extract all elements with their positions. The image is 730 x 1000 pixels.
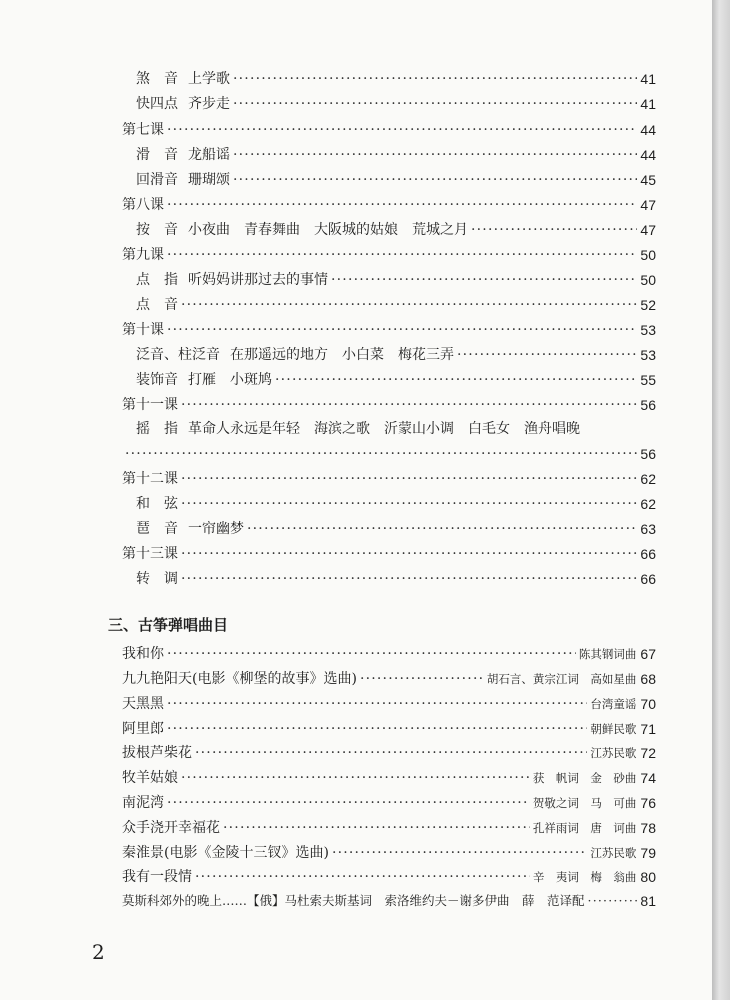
song-credit: 胡石言、黄宗江词 高如星曲 [486,672,637,686]
page-ref: 76 [640,795,656,811]
entry-songs: 在那遥远的地方 小白菜 梅花三弄 [230,347,454,363]
leader-dots [181,470,637,488]
entry-songs: 一帘幽梦 [188,521,244,537]
page-ref: 44 [640,122,656,138]
entry-songs: 革命人永远是年轻 海滨之歌 沂蒙山小调 白毛女 渔舟唱晚 [188,421,580,437]
page-ref: 66 [640,546,656,562]
leader-dots [181,396,637,414]
page-ref: 70 [640,696,656,712]
toc-entry [122,117,656,139]
song-title: 众手浇开幸福花 [122,820,220,836]
song-entry [122,740,656,762]
leader-dots [360,670,484,688]
section-title: 三、古筝弹唱曲目 [108,617,229,634]
page-ref: 62 [640,496,656,512]
song-credit: 陈其钢词曲 [578,647,637,661]
entry-label: 摇 指 [136,421,178,437]
song-entry [122,641,656,663]
lesson-heading: 第十三课 [122,546,178,562]
toc-entry [136,566,656,588]
leader-dots [181,296,637,314]
page-ref: 56 [640,446,656,462]
song-entry [122,888,656,910]
entry-label: 回滑音 [136,172,178,188]
song-entry [122,790,656,812]
leader-dots [588,892,638,910]
entry-label: 琶 音 [136,521,178,537]
leader-dots [195,868,530,886]
toc-entry [122,242,656,264]
song-title: 九九艳阳天(电影《柳堡的故事》选曲) [122,671,357,687]
toc-entry [122,466,656,488]
page-edge-shadow [712,0,730,1000]
toc-entry [136,367,656,389]
entry-songs: 打雁 小斑鸠 [188,372,272,388]
page-ref: 47 [640,197,656,213]
page-ref: 66 [640,571,656,587]
page-ref: 41 [640,71,656,87]
toc-entry [136,167,656,189]
song-title: 阿里郎 [122,721,164,737]
toc-entry [136,91,656,113]
song-credit: 江苏民歌 [590,846,637,860]
entry-songs: 龙船谣 [188,147,230,163]
song-title: 我和你 [122,646,164,662]
leader-dots [167,121,637,139]
entry-label: 点 音 [136,297,178,313]
lesson-heading: 第九课 [122,247,164,263]
leader-dots [457,346,637,364]
lesson-heading: 第十课 [122,322,164,338]
leader-dots [181,495,637,513]
leader-dots [167,720,587,738]
toc-entry [136,66,656,88]
entry-label: 快四点 [136,96,178,112]
leader-dots [167,196,637,214]
song-credit: 台湾童谣 [590,697,637,711]
toc-entry [136,267,656,289]
toc-entry [122,317,656,339]
song-title: 南泥湾 [122,795,164,811]
leader-dots [233,171,637,189]
leader-dots [247,520,637,538]
song-credit: 江苏民歌 [590,746,637,760]
leader-dots [181,545,637,563]
entry-label: 泛音、柱泛音 [136,347,220,363]
leader-dots [167,321,637,339]
toc-entry-continued [122,441,656,463]
entry-songs: 珊瑚颂 [188,172,230,188]
song-title: 秦淮景(电影《金陵十三钗》选曲) [122,845,329,861]
song-title: 拔根芦柴花 [122,745,192,761]
page-ref: 71 [640,721,656,737]
page-ref: 45 [640,172,656,188]
leader-dots [233,146,637,164]
song-credit: 孔祥雨词 唐 诃曲 [532,821,637,835]
entry-label: 装饰音 [136,372,178,388]
page-ref: 62 [640,471,656,487]
page-ref: 56 [640,397,656,413]
page-ref: 78 [640,820,656,836]
song-title: 莫斯科郊外的晚上……【俄】马杜索夫斯基词 索洛维约夫－谢多伊曲 薛 范译配 [122,893,585,908]
song-entry [122,716,656,738]
toc-entry [136,342,656,364]
toc-entry [136,516,656,538]
song-entry [122,864,656,886]
entry-label: 点 指 [136,272,178,288]
toc-entry [136,491,656,513]
page-ref: 81 [640,893,656,909]
song-entry [122,666,656,688]
entry-label: 按 音 [136,222,178,238]
song-entry [122,691,656,713]
page-ref: 68 [640,671,656,687]
song-credit: 辛 夷词 梅 翁曲 [532,870,637,884]
page-ref: 53 [640,347,656,363]
song-credit: 朝鲜民歌 [590,722,637,736]
toc-entry [136,416,656,438]
leader-dots [331,271,637,289]
leader-dots [181,769,530,787]
song-entry [122,840,656,862]
page-ref: 74 [640,770,656,786]
entry-songs: 上学歌 [188,71,230,87]
entry-songs: 听妈妈讲那过去的事情 [188,272,328,288]
page-ref: 52 [640,297,656,313]
page-ref: 63 [640,521,656,537]
entry-songs: 小夜曲 青春舞曲 大阪城的姑娘 荒城之月 [188,222,468,238]
entry-songs: 齐步走 [188,96,230,112]
leader-dots [332,844,587,862]
lesson-heading: 第十二课 [122,471,178,487]
song-credit: 贺敬之词 马 可曲 [532,796,637,810]
song-entry [122,815,656,837]
entry-label: 滑 音 [136,147,178,163]
toc-entry [136,217,656,239]
page-ref: 53 [640,322,656,338]
leader-dots [167,794,530,812]
song-title: 我有一段情 [122,869,192,885]
leader-dots [233,70,637,88]
leader-dots [223,819,530,837]
leader-dots [167,695,587,713]
leader-dots [233,95,637,113]
lesson-heading: 第十一课 [122,397,178,413]
page-ref: 80 [640,869,656,885]
leader-dots [167,645,576,663]
page-ref: 67 [640,646,656,662]
entry-label: 转 调 [136,571,178,587]
leader-dots [181,570,637,588]
entry-label: 和 弦 [136,496,178,512]
page-ref: 50 [640,272,656,288]
song-credit: 获 帆词 金 砂曲 [532,771,637,785]
page-ref: 47 [640,222,656,238]
song-title: 牧羊姑娘 [122,770,178,786]
page-number: 2 [92,940,105,964]
song-entry [122,765,656,787]
toc-entry [136,142,656,164]
page-ref: 41 [640,96,656,112]
lesson-heading: 第八课 [122,197,164,213]
song-title: 天黑黑 [122,696,164,712]
toc-entry [122,192,656,214]
leader-dots [125,445,637,463]
page-ref: 50 [640,247,656,263]
lesson-heading: 第七课 [122,122,164,138]
page-ref: 72 [640,745,656,761]
leader-dots [275,371,637,389]
toc-entry [122,392,656,414]
page-ref: 44 [640,147,656,163]
leader-dots [195,744,587,762]
leader-dots [471,221,637,239]
entry-label: 煞 音 [136,71,178,87]
toc-entry [136,292,656,314]
leader-dots [167,246,637,264]
page-ref: 55 [640,372,656,388]
page-ref: 79 [640,845,656,861]
toc-entry [122,541,656,563]
